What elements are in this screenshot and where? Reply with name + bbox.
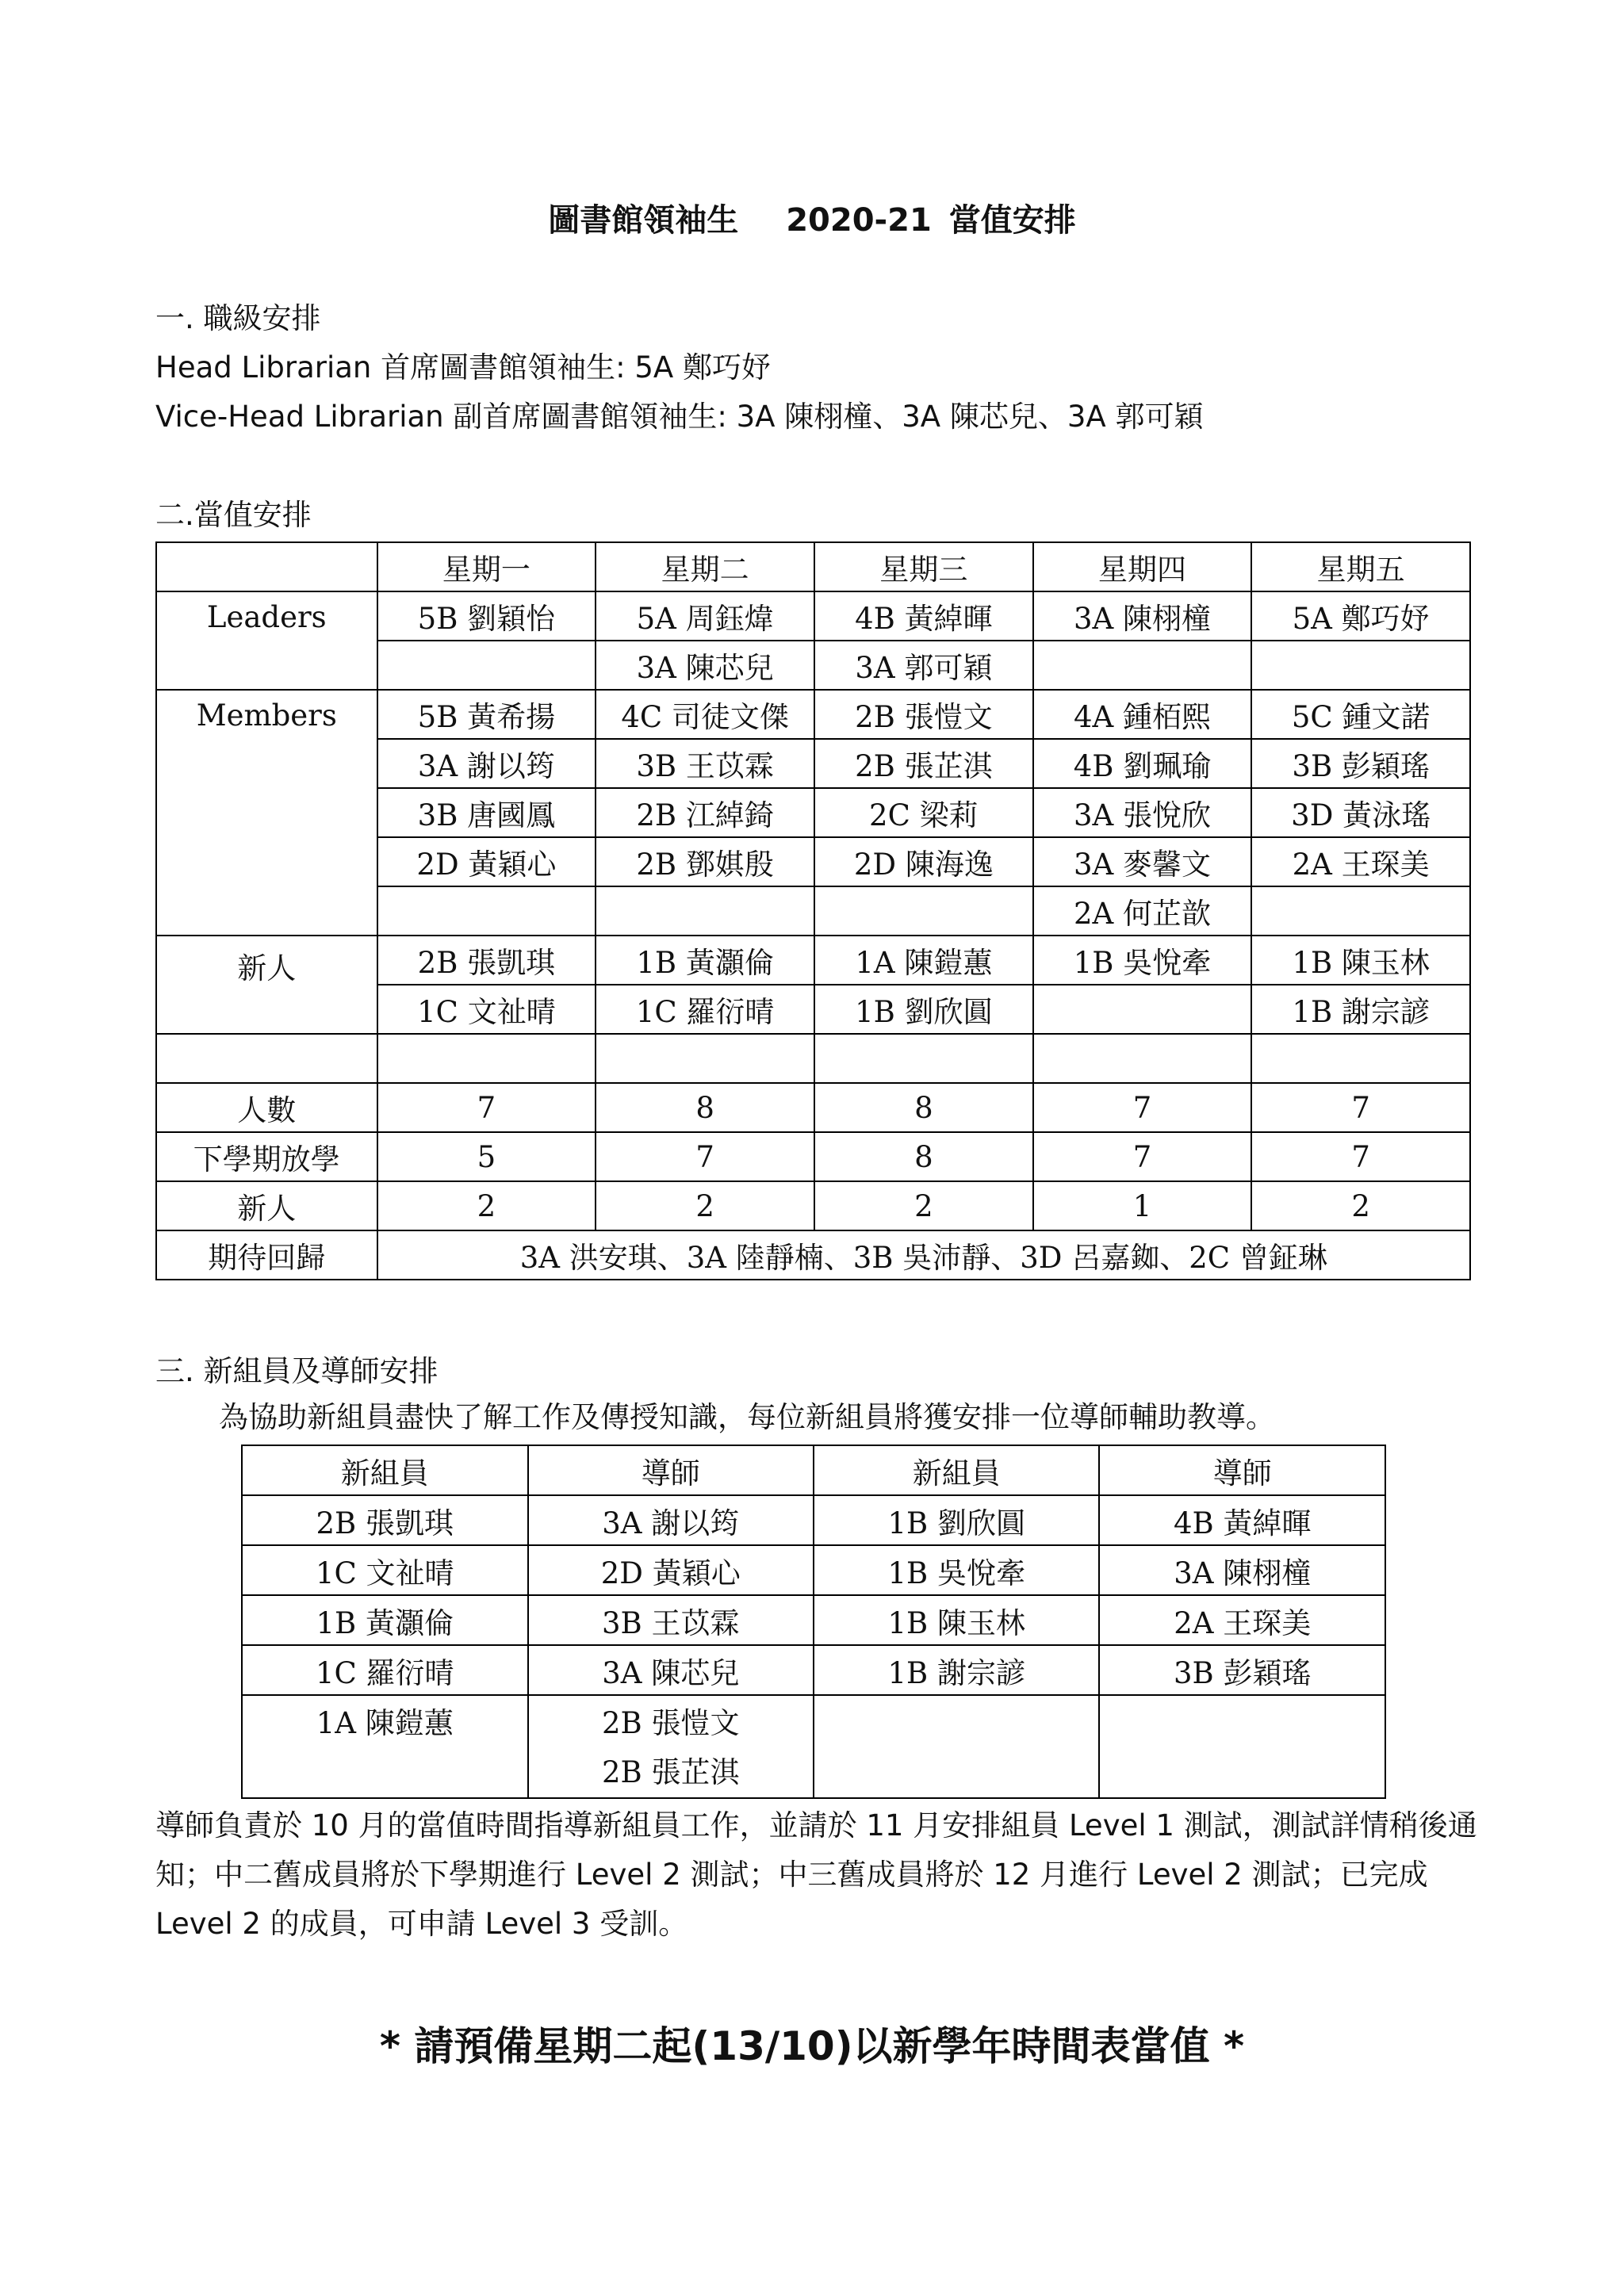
header-blank-cell [156, 542, 377, 591]
table-cell: 3A 陳栩橦 [1033, 591, 1252, 641]
day-header: 星期三 [814, 542, 1033, 591]
table-cell: 1C 文祉晴 [377, 985, 596, 1034]
new-members-label: 新人 [156, 936, 377, 1034]
table-cell: 3B 王苡霖 [596, 739, 814, 788]
column-header: 導師 [1099, 1445, 1385, 1495]
table-cell: 5B 劉穎怡 [377, 591, 596, 641]
day-header: 星期一 [377, 542, 596, 591]
table-cell: 8 [596, 1083, 814, 1132]
table-cell: 3A 張悅欣 [1033, 788, 1252, 837]
table-cell: 1B 劉欣圓 [814, 1495, 1099, 1545]
table-cell: 4B 劉珮瑜 [1033, 739, 1252, 788]
section3-heading: 三. 新組員及導師安排 [155, 1354, 439, 1388]
table-cell: 4A 鍾栢熙 [1033, 690, 1252, 739]
empty-cell [814, 1695, 1099, 1798]
table-cell: 3A 陳栩橦 [1099, 1545, 1385, 1595]
table-cell: 2A 王琛美 [1251, 837, 1470, 886]
table-row [242, 1645, 1385, 1695]
table-cell: 8 [814, 1083, 1033, 1132]
table-cell: 7 [377, 1083, 596, 1132]
table-cell: 1B 吳悅牽 [1033, 936, 1252, 985]
table-cell: 7 [1033, 1132, 1252, 1181]
table-cell: 3A 陳芯兒 [528, 1645, 814, 1695]
table-cell: 1B 陳玉林 [814, 1595, 1099, 1645]
duty-roster-table [155, 541, 1471, 1280]
empty-cell [1099, 1695, 1385, 1798]
vice-head-librarian-line: Vice-Head Librarian 副首席圖書館領袖生: 3A 陳栩橦、3A 陳芯兒、3A 郭可穎 [155, 400, 1204, 434]
title-sub: 當值安排 [948, 202, 1076, 239]
table-row [156, 1230, 1470, 1280]
head-librarian-line: Head Librarian 首席圖書館領袖生: 5A 鄭巧妤 [155, 350, 771, 385]
table-cell: 2B 張芷淇 [814, 739, 1033, 788]
table-row [242, 1445, 1385, 1495]
table-row [156, 690, 1470, 739]
empty-cell [1033, 1034, 1252, 1083]
empty-cell [377, 1034, 596, 1083]
table-cell [596, 886, 814, 936]
table-cell: 3A 麥馨文 [1033, 837, 1252, 886]
table-cell: 5A 周鈺煒 [596, 591, 814, 641]
table-cell: 4C 司徒文傑 [596, 690, 814, 739]
table-row [156, 1034, 1470, 1083]
mentor-name: 2B 張芷淇 [602, 1755, 740, 1789]
table-cell [1033, 641, 1252, 690]
table-row [156, 936, 1470, 985]
title-main: 圖書館領袖生 [548, 202, 739, 239]
table-cell: 5A 鄭巧妤 [1251, 591, 1470, 641]
table-cell: 8 [814, 1132, 1033, 1181]
empty-cell [814, 1034, 1033, 1083]
section3-intro: 為協助新組員盡快了解工作及傳授知識，每位新組員將獲安排一位導師輔助教導。 [219, 1400, 1275, 1434]
table-row [242, 1695, 1385, 1798]
table-cell: 2B 江綽錡 [596, 788, 814, 837]
table-cell: 7 [1033, 1083, 1252, 1132]
table-cell: 1A 陳鎧蕙 [814, 936, 1033, 985]
table-cell: 2B 張愷文 [814, 690, 1033, 739]
table-cell: 1B 吳悅牽 [814, 1545, 1099, 1595]
table-cell [1251, 641, 1470, 690]
mentor-table [241, 1445, 1386, 1799]
table-cell: 3A 郭可穎 [814, 641, 1033, 690]
empty-cell [1251, 1034, 1470, 1083]
table-cell: 5C 鍾文諾 [1251, 690, 1470, 739]
table-cell: 3A 謝以筠 [528, 1495, 814, 1545]
table-cell: 1B 黃灝倫 [242, 1595, 528, 1645]
table-cell: 3B 唐國鳳 [377, 788, 596, 837]
table-cell: 2D 陳海逸 [814, 837, 1033, 886]
table-cell [1251, 886, 1470, 936]
section1-heading: 一. 職級安排 [155, 301, 321, 335]
table-row [156, 1132, 1470, 1181]
table-cell: 7 [1251, 1083, 1470, 1132]
table-cell: 2 [814, 1181, 1033, 1230]
table-cell: 4B 黃綽暉 [814, 591, 1033, 641]
table-cell: 2A 何芷歆 [1033, 886, 1252, 936]
table-cell [528, 1695, 814, 1798]
table-cell: 1A 陳鎧蕙 [242, 1695, 528, 1798]
table-cell: 5 [377, 1132, 596, 1181]
table-cell: 1C 羅衍晴 [596, 985, 814, 1034]
table-cell: 1B 黃灝倫 [596, 936, 814, 985]
table-cell: 2C 梁莉 [814, 788, 1033, 837]
table-cell: 2A 王琛美 [1099, 1595, 1385, 1645]
table-cell: 7 [596, 1132, 814, 1181]
count-label: 人數 [156, 1083, 377, 1132]
table-row [156, 1083, 1470, 1132]
table-cell: 2D 黃穎心 [528, 1545, 814, 1595]
section2-heading: 二.當值安排 [155, 498, 312, 532]
day-header: 星期二 [596, 542, 814, 591]
table-cell: 3B 彭穎瑤 [1251, 739, 1470, 788]
table-cell: 1C 羅衍晴 [242, 1645, 528, 1695]
day-header: 星期五 [1251, 542, 1470, 591]
table-cell: 2 [596, 1181, 814, 1230]
table-cell: 5B 黃希揚 [377, 690, 596, 739]
table-cell: 2B 鄧娸殷 [596, 837, 814, 886]
table-row [156, 542, 1470, 591]
page-title [0, 197, 1624, 244]
title-year: 2020-21 [786, 202, 932, 239]
table-cell: 7 [1251, 1132, 1470, 1181]
table-cell: 2 [377, 1181, 596, 1230]
next-term-label: 下學期放學 [156, 1132, 377, 1181]
table-cell: 2D 黃穎心 [377, 837, 596, 886]
table-row [156, 591, 1470, 641]
mentor-name: 2B 張愷文 [602, 1706, 740, 1740]
new-count-label: 新人 [156, 1181, 377, 1230]
table-row [242, 1495, 1385, 1545]
table-cell: 1C 文祉晴 [242, 1545, 528, 1595]
members-label: Members [156, 690, 377, 936]
day-header: 星期四 [1033, 542, 1252, 591]
table-cell: 2B 張凱琪 [242, 1495, 528, 1545]
table-row [242, 1595, 1385, 1645]
leaders-label: Leaders [156, 591, 377, 690]
table-cell: 1B 劉欣圓 [814, 985, 1033, 1034]
table-cell: 1B 陳玉林 [1251, 936, 1470, 985]
column-header: 導師 [528, 1445, 814, 1495]
column-header: 新組員 [814, 1445, 1099, 1495]
column-header: 新組員 [242, 1445, 528, 1495]
table-cell [377, 641, 596, 690]
return-label: 期待回歸 [156, 1230, 377, 1280]
empty-cell [156, 1034, 377, 1083]
table-cell: 2B 張凱琪 [377, 936, 596, 985]
table-cell: 3A 謝以筠 [377, 739, 596, 788]
table-cell: 1B 謝宗諺 [1251, 985, 1470, 1034]
table-row [242, 1545, 1385, 1595]
table-cell: 2 [1251, 1181, 1470, 1230]
table-cell [1033, 985, 1252, 1034]
table-cell: 1B 謝宗諺 [814, 1645, 1099, 1695]
table-cell [377, 886, 596, 936]
table-cell: 3B 彭穎瑤 [1099, 1645, 1385, 1695]
table-cell: 3B 王苡霖 [528, 1595, 814, 1645]
timetable-notice: * 請預備星期二起(13/10)以新學年時間表當值 * [379, 2023, 1245, 2069]
return-list: 3A 洪安琪、3A 陸靜楠、3B 吳沛靜、3D 呂嘉銣、2C 曾鉦琳 [377, 1230, 1470, 1280]
table-row [156, 1181, 1470, 1230]
table-cell: 3A 陳芯兒 [596, 641, 814, 690]
mentor-paragraph: 導師負責於 10 月的當值時間指導新組員工作，並請於 11 月安排組員 Level 1 測試，測試詳情稍後通知；中二舊成員將於下學期進行 Level 2 測試；中三舊成員將於 12 月進行 Level 2 測試；已完成 Level 2 的成員，可申請 Level 3 受訓。 [155, 1808, 1477, 1941]
empty-cell [596, 1034, 814, 1083]
table-cell [814, 886, 1033, 936]
table-cell: 3D 黃泳瑤 [1251, 788, 1470, 837]
table-cell: 4B 黃綽暉 [1099, 1495, 1385, 1545]
table-cell: 1 [1033, 1181, 1252, 1230]
